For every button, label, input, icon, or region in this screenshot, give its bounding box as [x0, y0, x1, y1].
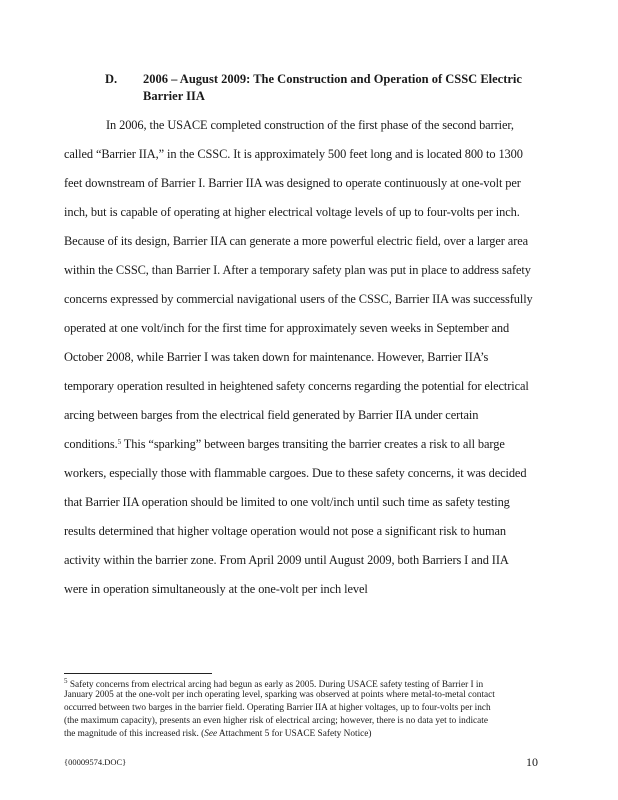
paragraph-line: that Barrier IIA operation should be limited to one volt/inch until such time as safety testing	[64, 495, 510, 509]
paragraph-line: results determined that higher voltage operation would not pose a significant risk to human	[64, 524, 507, 538]
paragraph-line: within the CSSC, than Barrier I. After a temporary safety plan was put in place to address safety	[64, 263, 531, 277]
footnote-line: occurred between two barges in the barrier field. Operating Barrier IIA at higher voltages, up to four-volts per inch	[64, 703, 491, 713]
document-id: {00009574.DOC}	[64, 757, 127, 767]
line-text: conditions.	[64, 437, 118, 451]
paragraph-line: operated at one volt/inch for the first time for approximately seven weeks in September and	[64, 321, 510, 335]
footnote-text: Safety concerns from electrical arcing had begun as early as 2005. During USACE safety testing of Barrier I in	[67, 680, 484, 690]
footnote-text: the magnitude of this increased risk. (	[64, 729, 205, 739]
see-signal: See	[204, 729, 218, 739]
paragraph-line	[64, 437, 505, 452]
paragraph-line: workers, especially those with flammable cargoes. Due to these safety concerns, it was decided	[64, 466, 527, 480]
paragraph-line: arcing between barges from the electrical field generated by Barrier IIA under certain	[64, 408, 479, 422]
paragraph-line: In 2006, the USACE completed construction of the first phase of the second barrier,	[106, 118, 514, 132]
paragraph-line: were in operation simultaneously at the one-volt per inch level	[64, 582, 368, 596]
paragraph-line: activity within the barrier zone. From April 2009 until August 2009, both Barriers I and IIA	[64, 553, 509, 567]
section-letter: D.	[105, 72, 118, 86]
footnote-line: January 2005 at the one-volt per inch operating level, sparking was observed at points where metal-to-metal contact	[64, 690, 495, 700]
paragraph-line: October 2008, while Barrier I was taken down for maintenance. However, Barrier IIA’s	[64, 350, 489, 364]
line-text: This “sparking” between barges transiting the barrier creates a risk to all barge	[121, 437, 505, 451]
page-number: 10	[526, 755, 538, 769]
section-title-line-2: Barrier IIA	[143, 89, 205, 103]
footnote-text: Attachment 5 for USACE Safety Notice)	[217, 729, 372, 739]
paragraph-line: temporary operation resulted in heightened safety concerns regarding the potential for electrical	[64, 379, 529, 393]
paragraph-line: called “Barrier IIA,” in the CSSC. It is approximately 500 feet long and is located 800 to 1300	[64, 147, 523, 161]
paragraph-line: feet downstream of Barrier I. Barrier IIA was designed to operate continuously at one-volt per	[64, 176, 521, 190]
footnote-marker: 5	[64, 677, 68, 685]
footnote-line	[64, 677, 483, 690]
footnote-divider	[64, 673, 212, 674]
footnote-reference[interactable]: 5	[117, 438, 122, 446]
footnote-line	[64, 729, 372, 739]
section-heading	[105, 71, 545, 105]
paragraph-line: concerns expressed by commercial navigational users of the CSSC, Barrier IIA was successfully	[64, 292, 533, 306]
footnote-line: (the maximum capacity), presents an even higher risk of electrical arcing; however, there is no data yet to indicate	[64, 716, 489, 726]
paragraph-line: Because of its design, Barrier IIA can generate a more powerful electric field, over a larger area	[64, 234, 529, 248]
section-title-line-1: 2006 – August 2009: The Construction and Operation of CSSC Electric	[143, 72, 522, 86]
paragraph-line: inch, but is capable of operating at higher electrical voltage levels of up to four-volts per inch.	[64, 205, 520, 219]
